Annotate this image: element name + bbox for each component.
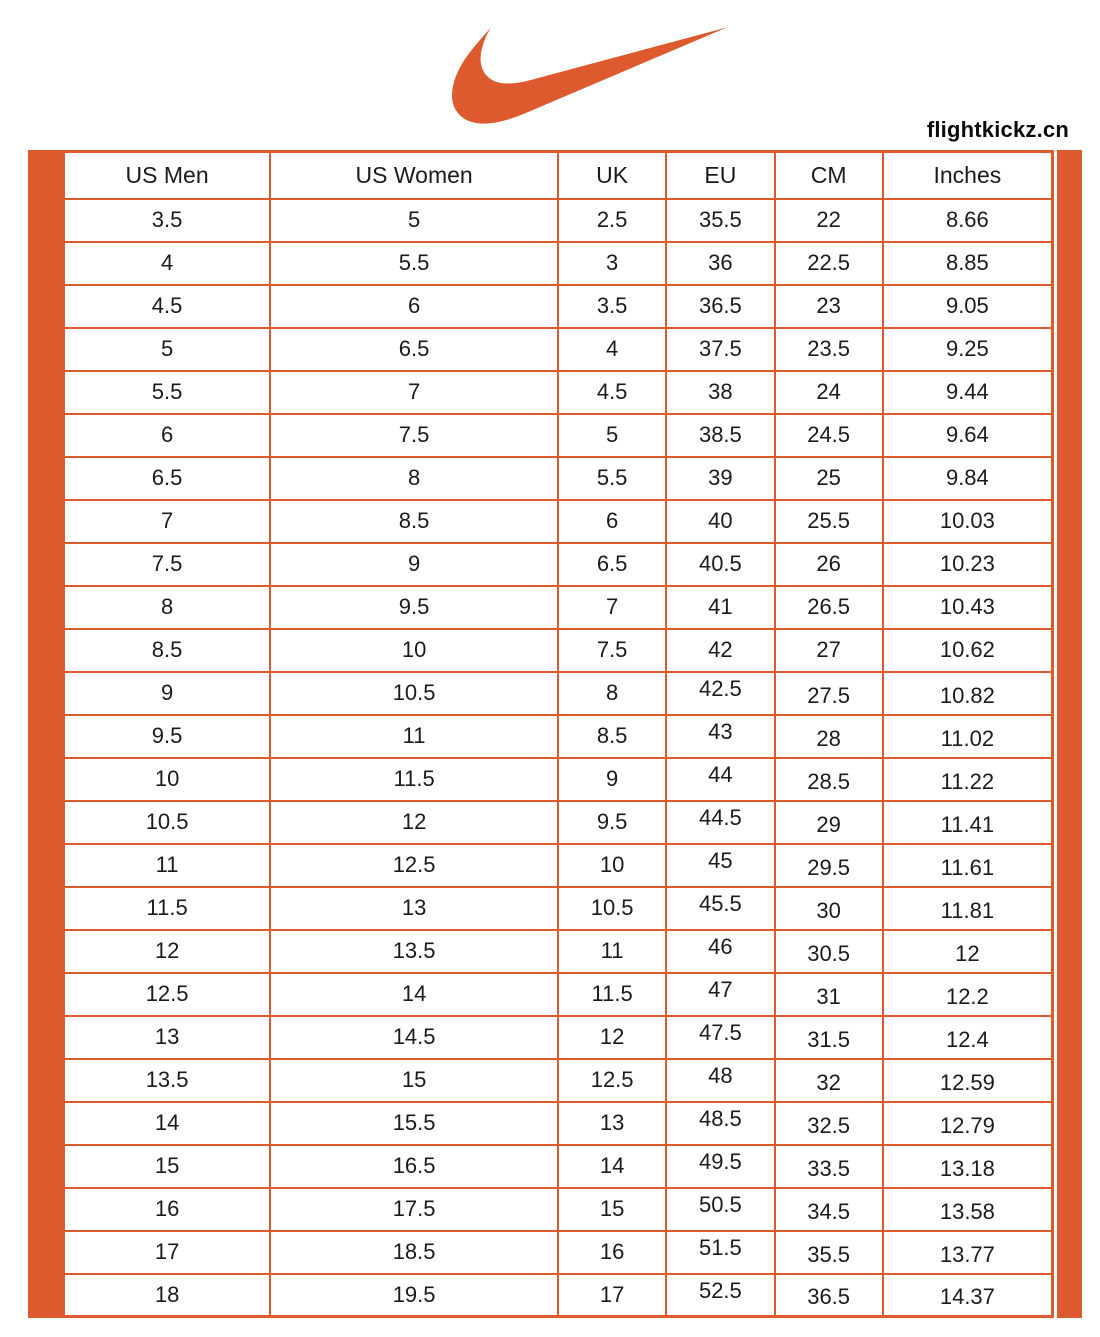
size-cell: 19.5: [270, 1274, 558, 1317]
size-cell: 40: [666, 500, 774, 543]
size-cell: 8: [270, 457, 558, 500]
left-accent-bar: [28, 150, 62, 1318]
size-cell: 11: [64, 844, 271, 887]
size-cell: 10.5: [270, 672, 558, 715]
size-cell: 13.18: [883, 1145, 1053, 1188]
size-cell: 28.5: [775, 758, 883, 801]
size-cell: 12.5: [64, 973, 271, 1016]
size-cell: 48: [666, 1059, 774, 1102]
size-cell: 27.5: [775, 672, 883, 715]
size-cell: 32.5: [775, 1102, 883, 1145]
table-body: [64, 199, 1053, 1317]
size-cell: 12: [64, 930, 271, 973]
size-cell: 30.5: [775, 930, 883, 973]
table-row: [64, 199, 1053, 242]
size-cell: 18.5: [270, 1231, 558, 1274]
size-cell: 31.5: [775, 1016, 883, 1059]
size-cell: 11.41: [883, 801, 1053, 844]
size-cell: 24.5: [775, 414, 883, 457]
size-cell: 15: [64, 1145, 271, 1188]
size-cell: 51.5: [666, 1231, 774, 1274]
size-cell: 8.5: [270, 500, 558, 543]
size-cell: 39: [666, 457, 774, 500]
table-row: [64, 414, 1053, 457]
size-cell: 8.85: [883, 242, 1053, 285]
size-cell: 8.66: [883, 199, 1053, 242]
size-cell: 3.5: [64, 199, 271, 242]
table-row: [64, 887, 1053, 930]
size-cell: 10.5: [558, 887, 666, 930]
size-cell: 47: [666, 973, 774, 1016]
size-cell: 10.03: [883, 500, 1053, 543]
size-cell: 2.5: [558, 199, 666, 242]
table-row: [64, 242, 1053, 285]
col-header-eu: EU: [666, 152, 774, 199]
size-cell: 10: [270, 629, 558, 672]
size-cell: 11.5: [270, 758, 558, 801]
size-cell: 23: [775, 285, 883, 328]
size-cell: 9.5: [270, 586, 558, 629]
size-cell: 12.2: [883, 973, 1053, 1016]
table-row: [64, 1145, 1053, 1188]
size-cell: 11.02: [883, 715, 1053, 758]
size-cell: 25.5: [775, 500, 883, 543]
size-cell: 15.5: [270, 1102, 558, 1145]
size-cell: 11.5: [64, 887, 271, 930]
table-row: [64, 629, 1053, 672]
size-cell: 7: [64, 500, 271, 543]
table-row: [64, 1059, 1053, 1102]
size-cell: 36.5: [775, 1274, 883, 1317]
table-row: [64, 973, 1053, 1016]
size-cell: 17: [64, 1231, 271, 1274]
size-cell: 45.5: [666, 887, 774, 930]
size-cell: 15: [558, 1188, 666, 1231]
nike-swoosh-icon: [452, 26, 727, 125]
size-cell: 10: [558, 844, 666, 887]
table-row: [64, 1016, 1053, 1059]
size-cell: 14: [270, 973, 558, 1016]
table-row: [64, 801, 1053, 844]
table-row: [64, 715, 1053, 758]
size-cell: 8.5: [64, 629, 271, 672]
size-cell: 11.5: [558, 973, 666, 1016]
size-cell: 4.5: [64, 285, 271, 328]
size-cell: 49.5: [666, 1145, 774, 1188]
header-row: [64, 152, 1053, 199]
size-cell: 9: [270, 543, 558, 586]
size-cell: 35.5: [666, 199, 774, 242]
size-cell: 15: [270, 1059, 558, 1102]
table-row: [64, 844, 1053, 887]
table-row: [64, 1188, 1053, 1231]
size-cell: 26: [775, 543, 883, 586]
size-cell: 13.77: [883, 1231, 1053, 1274]
size-cell: 5: [270, 199, 558, 242]
size-cell: 16.5: [270, 1145, 558, 1188]
size-cell: 8: [558, 672, 666, 715]
size-cell: 5: [558, 414, 666, 457]
size-cell: 44.5: [666, 801, 774, 844]
size-cell: 34.5: [775, 1188, 883, 1231]
size-cell: 9.84: [883, 457, 1053, 500]
size-cell: 6: [558, 500, 666, 543]
size-cell: 6: [270, 285, 558, 328]
size-cell: 13.58: [883, 1188, 1053, 1231]
size-cell: 17: [558, 1274, 666, 1317]
col-header-us-men: US Men: [64, 152, 271, 199]
size-cell: 9: [64, 672, 271, 715]
size-cell: 9.5: [64, 715, 271, 758]
size-chart: [28, 150, 1082, 1318]
table-row: [64, 758, 1053, 801]
size-cell: 38.5: [666, 414, 774, 457]
size-cell: 4.5: [558, 371, 666, 414]
size-cell: 5.5: [64, 371, 271, 414]
size-cell: 29: [775, 801, 883, 844]
table-row: [64, 1102, 1053, 1145]
size-cell: 50.5: [666, 1188, 774, 1231]
page-header: [0, 0, 1100, 150]
size-cell: 9.44: [883, 371, 1053, 414]
table-row: [64, 457, 1053, 500]
size-cell: 10: [64, 758, 271, 801]
size-cell: 12.5: [558, 1059, 666, 1102]
size-cell: 7.5: [64, 543, 271, 586]
size-cell: 10.5: [64, 801, 271, 844]
size-cell: 29.5: [775, 844, 883, 887]
size-cell: 4: [558, 328, 666, 371]
size-cell: 10.62: [883, 629, 1053, 672]
size-cell: 46: [666, 930, 774, 973]
size-cell: 6.5: [270, 328, 558, 371]
size-cell: 23.5: [775, 328, 883, 371]
size-cell: 25: [775, 457, 883, 500]
size-cell: 12.79: [883, 1102, 1053, 1145]
table-row: [64, 672, 1053, 715]
size-cell: 12: [558, 1016, 666, 1059]
size-cell: 4: [64, 242, 271, 285]
size-cell: 11.61: [883, 844, 1053, 887]
size-cell: 48.5: [666, 1102, 774, 1145]
size-cell: 52.5: [666, 1274, 774, 1317]
size-cell: 14: [64, 1102, 271, 1145]
size-cell: 36: [666, 242, 774, 285]
size-cell: 6: [64, 414, 271, 457]
table-row: [64, 1231, 1053, 1274]
size-cell: 9.64: [883, 414, 1053, 457]
size-cell: 38: [666, 371, 774, 414]
table-row: [64, 500, 1053, 543]
size-cell: 35.5: [775, 1231, 883, 1274]
size-cell: 33.5: [775, 1145, 883, 1188]
size-cell: 27: [775, 629, 883, 672]
size-cell: 40.5: [666, 543, 774, 586]
size-cell: 12: [883, 930, 1053, 973]
table-row: [64, 1274, 1053, 1317]
col-header-us-women: US Women: [270, 152, 558, 199]
size-cell: 5.5: [558, 457, 666, 500]
size-cell: 11: [270, 715, 558, 758]
table-row: [64, 543, 1053, 586]
size-cell: 14.5: [270, 1016, 558, 1059]
size-cell: 8.5: [558, 715, 666, 758]
size-cell: 42.5: [666, 672, 774, 715]
size-cell: 42: [666, 629, 774, 672]
size-cell: 12.59: [883, 1059, 1053, 1102]
size-cell: 13: [558, 1102, 666, 1145]
size-cell: 13: [64, 1016, 271, 1059]
table-row: [64, 371, 1053, 414]
size-cell: 5: [64, 328, 271, 371]
table-row: [64, 930, 1053, 973]
size-cell: 14: [558, 1145, 666, 1188]
col-header-uk: UK: [558, 152, 666, 199]
size-cell: 7: [270, 371, 558, 414]
size-cell: 12: [270, 801, 558, 844]
size-cell: 6.5: [558, 543, 666, 586]
size-cell: 9.05: [883, 285, 1053, 328]
size-cell: 12.4: [883, 1016, 1053, 1059]
size-cell: 37.5: [666, 328, 774, 371]
size-cell: 32: [775, 1059, 883, 1102]
size-cell: 11.81: [883, 887, 1053, 930]
size-cell: 10.43: [883, 586, 1053, 629]
size-cell: 26.5: [775, 586, 883, 629]
size-cell: 47.5: [666, 1016, 774, 1059]
size-cell: 13.5: [64, 1059, 271, 1102]
size-cell: 9.5: [558, 801, 666, 844]
size-cell: 13: [270, 887, 558, 930]
size-cell: 45: [666, 844, 774, 887]
size-cell: 31: [775, 973, 883, 1016]
size-cell: 7.5: [558, 629, 666, 672]
size-cell: 3: [558, 242, 666, 285]
table-row: [64, 586, 1053, 629]
size-cell: 22: [775, 199, 883, 242]
size-cell: 6.5: [64, 457, 271, 500]
size-cell: 11.22: [883, 758, 1053, 801]
size-cell: 22.5: [775, 242, 883, 285]
col-header-inches: Inches: [883, 152, 1053, 199]
size-cell: 7: [558, 586, 666, 629]
size-cell: 8: [64, 586, 271, 629]
size-cell: 44: [666, 758, 774, 801]
size-cell: 5.5: [270, 242, 558, 285]
size-cell: 11: [558, 930, 666, 973]
size-cell: 43: [666, 715, 774, 758]
size-cell: 12.5: [270, 844, 558, 887]
size-cell: 3.5: [558, 285, 666, 328]
size-cell: 24: [775, 371, 883, 414]
size-cell: 10.23: [883, 543, 1053, 586]
site-name: flightkickz.cn: [926, 117, 1069, 142]
size-cell: 7.5: [270, 414, 558, 457]
size-cell: 28: [775, 715, 883, 758]
size-cell: 14.37: [883, 1274, 1053, 1317]
size-conversion-table: [62, 150, 1054, 1318]
size-cell: 18: [64, 1274, 271, 1317]
size-cell: 10.82: [883, 672, 1053, 715]
size-cell: 17.5: [270, 1188, 558, 1231]
table-row: [64, 328, 1053, 371]
table-row: [64, 285, 1053, 328]
right-accent-bar: [1057, 150, 1082, 1318]
size-cell: 30: [775, 887, 883, 930]
col-header-cm: CM: [775, 152, 883, 199]
size-cell: 41: [666, 586, 774, 629]
size-cell: 36.5: [666, 285, 774, 328]
size-cell: 16: [558, 1231, 666, 1274]
size-cell: 16: [64, 1188, 271, 1231]
size-cell: 9.25: [883, 328, 1053, 371]
size-cell: 9: [558, 758, 666, 801]
size-cell: 13.5: [270, 930, 558, 973]
